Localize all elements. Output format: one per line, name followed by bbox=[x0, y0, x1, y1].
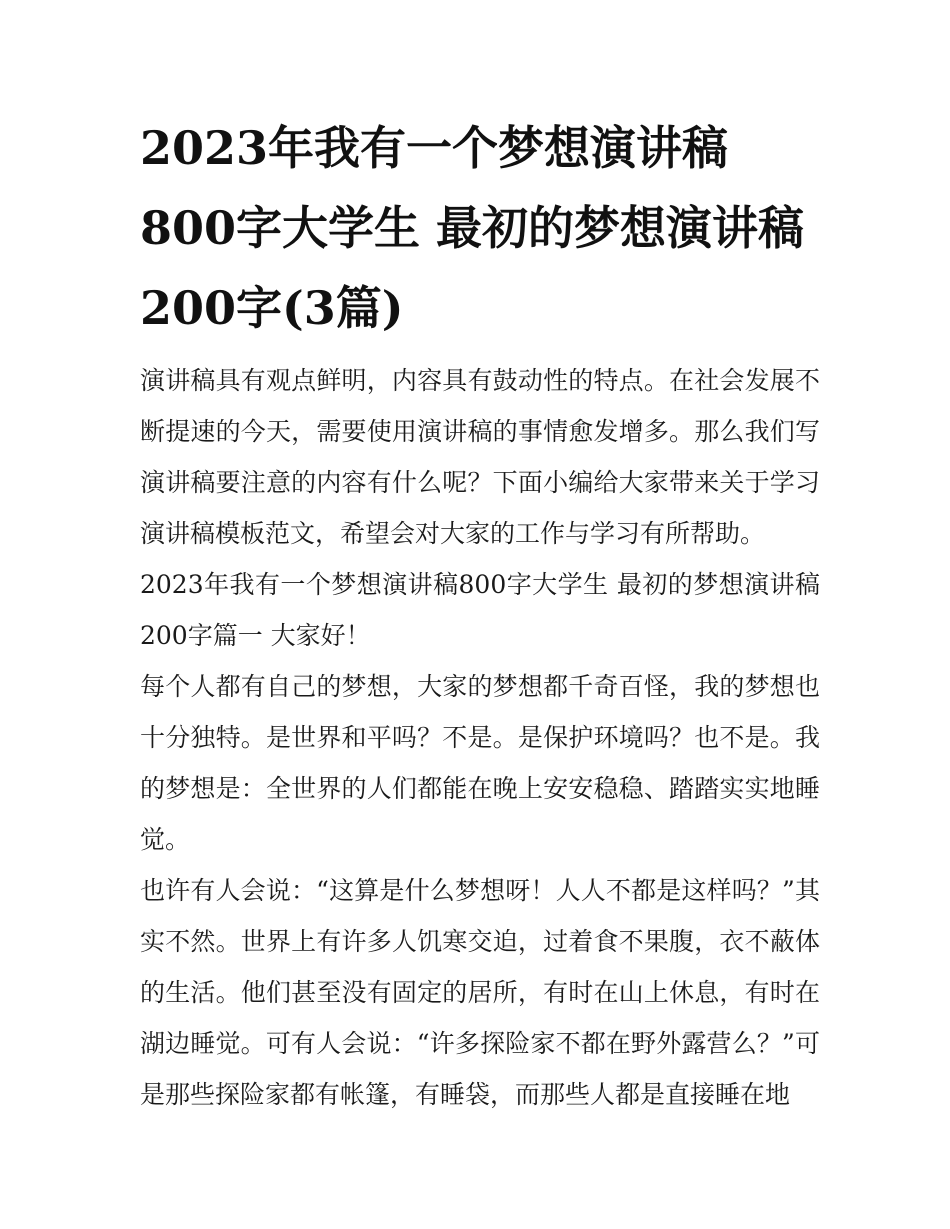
section-heading-paragraph: 2023年我有一个梦想演讲稿800字大学生 最初的梦想演讲稿200字篇一 大家好！ bbox=[140, 570, 820, 650]
intro-paragraph: 演讲稿具有观点鲜明，内容具有鼓动性的特点。在社会发展不断提速的今天，需要使用演讲稿的事情愈发增多。那么我们写演讲稿要注意的内容有什么呢？下面小编给大家带来关于学习演讲稿模板范文，希望会对大家的工作与学习有所帮助。 bbox=[140, 366, 820, 548]
document-body bbox=[140, 355, 820, 1120]
body-paragraph: 也许有人会说：“这算是什么梦想呀！人人不都是这样吗？”其实不然。世界上有许多人饥寒交迫，过着食不果腹，衣不蔽体的生活。他们甚至没有固定的居所，有时在山上休息，有时在湖边睡觉。可有人会说：“许多探险家不都在野外露营么？”可是那些探险家都有帐篷，有睡袋，而那些人都是直接睡在地 bbox=[140, 876, 820, 1109]
body-paragraph: 每个人都有自己的梦想，大家的梦想都千奇百怪，我的梦想也十分独特。是世界和平吗？不是。是保护环境吗？也不是。我的梦想是：全世界的人们都能在晚上安安稳稳、踏踏实实地睡觉。 bbox=[140, 672, 820, 854]
document-title: 2023年我有一个梦想演讲稿800字大学生 最初的梦想演讲稿200字(3篇) bbox=[140, 121, 805, 335]
